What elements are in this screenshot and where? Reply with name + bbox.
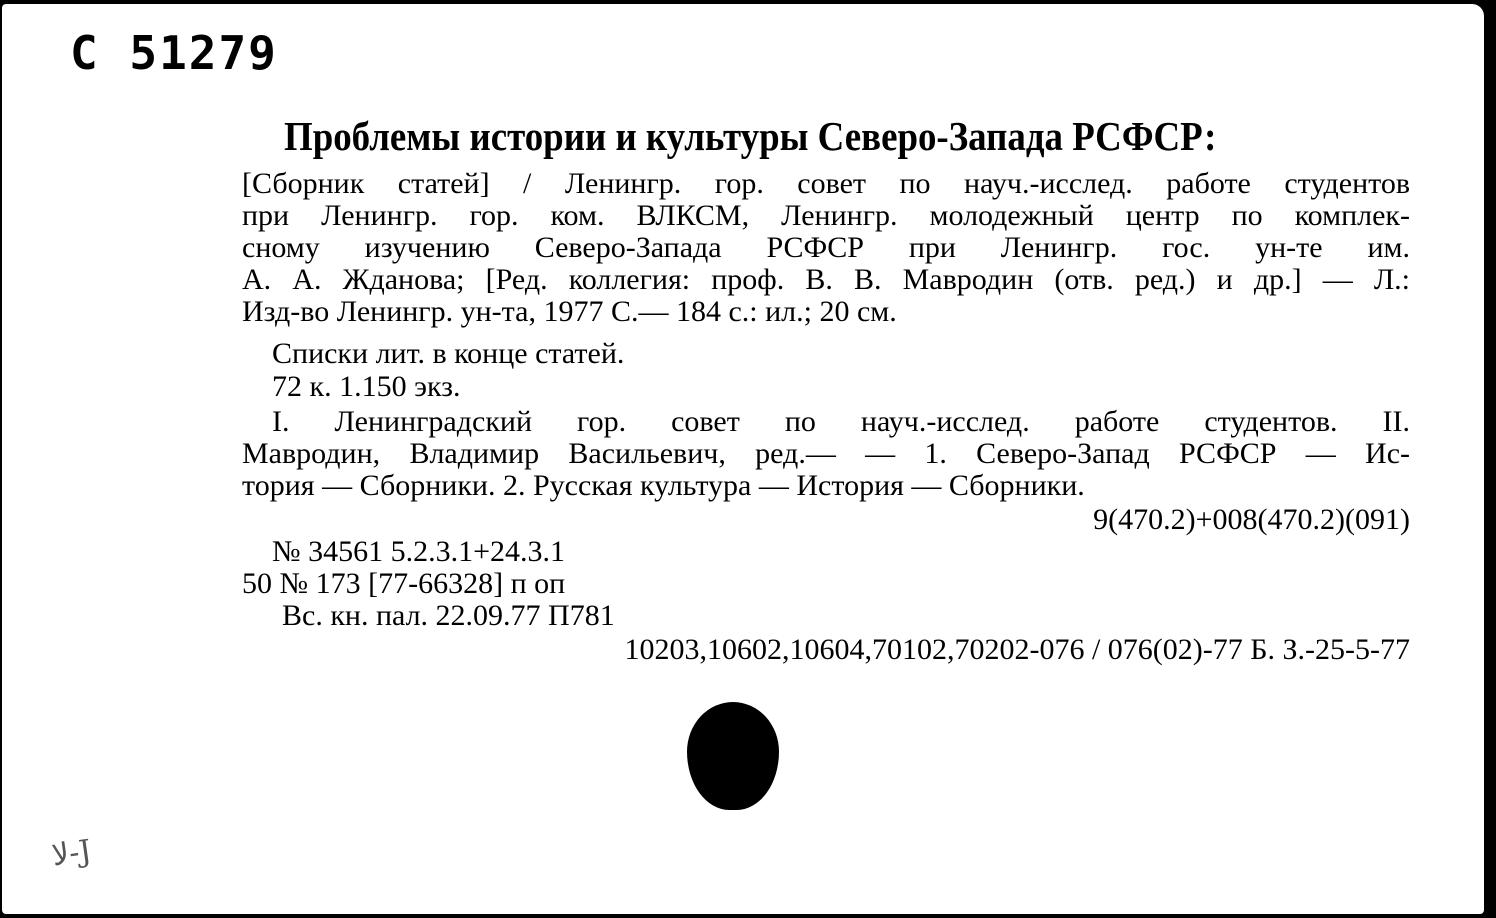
notes: Списки лит. в конце статей. [272, 337, 625, 370]
tracing-line: тория — Сборники. 2. Русская культура — История — Сборники. [242, 469, 1085, 502]
description-line: при Ленингр. гор. ком. ВЛКСМ, Ленингр. молодежный центр по комплек- [242, 199, 1410, 232]
chamber-line: Вс. кн. пал. 22.09.77 П781 [282, 599, 615, 632]
description-line: [Сборник статей] / Ленингр. гор. совет по науч.-исслед. работе студентов [242, 167, 1410, 200]
description-line: А. А. Жданова; [Ред. коллегия: проф. В. В. Мавродин (отв. ред.) и др.] — Л.: [242, 263, 1410, 296]
punch-hole [687, 702, 779, 810]
shelf-mark: С 51279 [70, 26, 278, 80]
tracing-line: I. Ленинградский гор. совет по науч.-исслед. работе студентов. II. [272, 405, 1410, 438]
description-line: Изд-во Ленингр. ун-та, 1977 С.— 184 с.: ил.; 20 см. [242, 295, 897, 328]
order-line: 50 № 173 [77-66328] п оп [242, 567, 566, 600]
tracing-line: Мавродин, Владимир Васильевич, ред.— — 1. Северо-Запад РСФСР — Ис- [242, 437, 1410, 470]
number-line: № 34561 5.2.3.1+24.3.1 [272, 535, 566, 568]
card-title: Проблемы истории и культуры Северо-Запада РСФСР: [284, 113, 1217, 159]
codes-line: 10203,10602,10604,70102,70202-076 / 076(02)-77 Б. З.-25-5-77 [624, 633, 1410, 666]
description [242, 168, 1410, 328]
description-line: сному изучению Северо-Запада РСФСР при Ленингр. гос. ун-те им. [242, 231, 1410, 264]
tracings [242, 406, 1410, 502]
classification: 9(470.2)+008(470.2)(091) [1093, 503, 1410, 536]
catalog-card [2, 4, 1484, 914]
handwritten-mark: ﻻ-J [49, 833, 94, 874]
price: 72 к. 1.150 экз. [272, 370, 461, 403]
